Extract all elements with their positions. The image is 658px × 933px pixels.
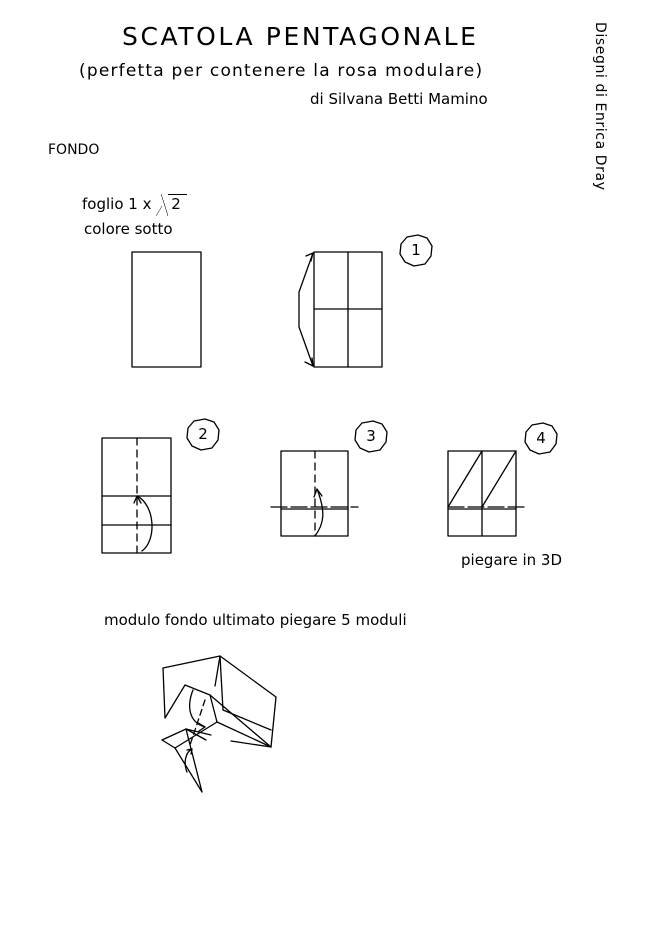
color-note: colore sotto xyxy=(84,220,173,238)
page-title: SCATOLA PENTAGONALE xyxy=(122,22,479,51)
sheet-size-radicand: 2 xyxy=(168,194,187,213)
step-4-number: 4 xyxy=(536,429,546,447)
fold-3d-note: piegare in 3D xyxy=(461,551,563,569)
author-line: di Silvana Betti Mamino xyxy=(310,90,488,108)
sheet-size-prefix: foglio 1 x xyxy=(82,195,152,213)
section-heading: FONDO xyxy=(48,142,100,158)
step-3-number: 3 xyxy=(366,427,376,445)
final-module-note: modulo fondo ultimato piegare 5 moduli xyxy=(104,611,407,629)
sheet-rectangle xyxy=(132,252,201,367)
drawings-credit: Disegni di Enrica Dray xyxy=(592,22,608,191)
page-subtitle: (perfetta per contenere la rosa modulare) xyxy=(79,61,484,81)
step-1-number: 1 xyxy=(411,241,421,259)
step-2-number: 2 xyxy=(198,425,208,443)
final-module-drawing xyxy=(162,656,276,792)
